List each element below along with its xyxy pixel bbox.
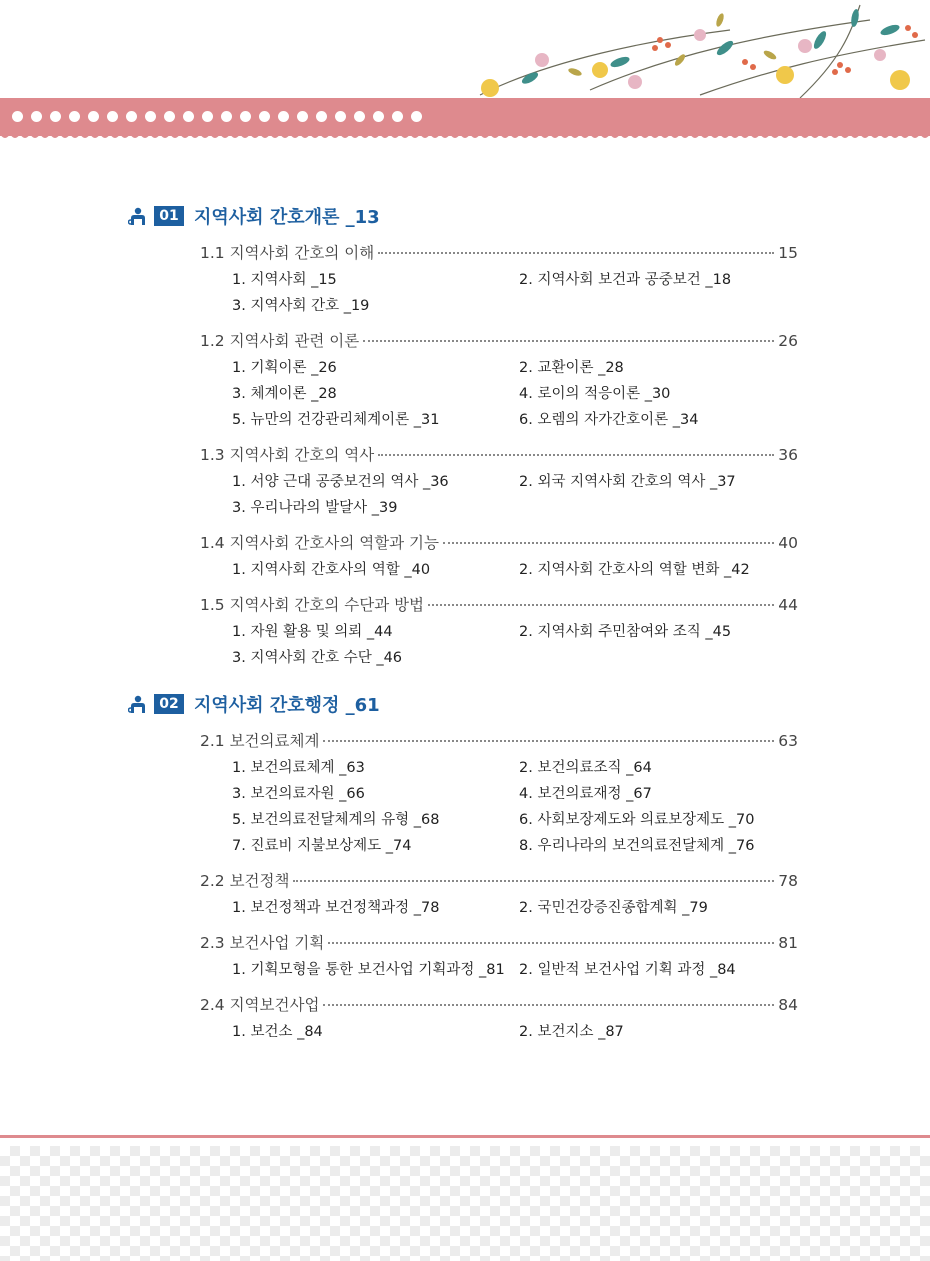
contents-title: C O N T E N T S — [648, 201, 849, 229]
section-title: 2.4 지역보건사업 — [200, 996, 320, 1014]
section-page: 15 — [778, 244, 798, 262]
section-page: 78 — [778, 872, 798, 890]
chapter-number: 02 — [154, 694, 184, 714]
toc-item[interactable]: 2. 외국 지역사회 간호의 역사 _37 — [519, 474, 736, 490]
toc-item[interactable]: 6. 오렘의 자가간호이론 _34 — [519, 412, 699, 428]
toc-item[interactable]: 1. 지역사회 _15 — [232, 272, 337, 288]
footer-line — [0, 1135, 930, 1138]
toc-item[interactable]: 1. 보건소 _84 — [232, 1024, 323, 1040]
section-items — [232, 959, 798, 981]
section-items — [232, 357, 798, 431]
toc-item[interactable]: 5. 뉴만의 건강관리체계이론 _31 — [232, 412, 440, 428]
toc-section[interactable] — [200, 443, 798, 465]
toc-item[interactable]: 2. 보건의료조직 _64 — [519, 760, 652, 776]
toc-section[interactable] — [200, 593, 798, 615]
toc-item[interactable]: 4. 보건의료재정 _67 — [519, 786, 652, 802]
dot-leader — [378, 454, 774, 456]
table-of-contents — [128, 203, 798, 1043]
section-title: 1.3 지역사회 간호의 역사 — [200, 446, 375, 464]
section-page: 81 — [778, 934, 798, 952]
section-items — [232, 471, 798, 519]
banner-dots — [12, 111, 422, 122]
dot-leader — [293, 880, 774, 882]
chapter-title: 지역사회 간호행정 _61 — [194, 695, 380, 716]
section-title: 2.3 보건사업 기획 — [200, 934, 325, 952]
banner-scallop — [0, 134, 930, 142]
toc-item[interactable]: 3. 우리나라의 발달사 _39 — [232, 500, 398, 516]
toc-item[interactable]: 1. 기획이론 _26 — [232, 360, 337, 376]
section-title: 1.4 지역사회 간호사의 역할과 기능 — [200, 534, 440, 552]
toc-item[interactable]: 3. 지역사회 간호 수단 _46 — [232, 650, 403, 666]
section-items — [232, 559, 798, 581]
section-title: 2.1 보건의료체계 — [200, 732, 320, 750]
toc-item[interactable]: 2. 지역사회 간호사의 역할 변화 _42 — [519, 562, 750, 578]
dot-leader — [443, 542, 774, 544]
toc-section[interactable] — [200, 329, 798, 351]
toc-item[interactable]: 3. 보건의료자원 _66 — [232, 786, 365, 802]
nurse-icon — [128, 206, 148, 226]
chapter-number: 01 — [154, 206, 184, 226]
section-page: 63 — [778, 732, 798, 750]
toc-item[interactable]: 2. 지역사회 보건과 공중보건 _18 — [519, 272, 732, 288]
nurse-icon — [128, 694, 148, 714]
toc-section[interactable] — [200, 869, 798, 891]
dot-leader — [328, 942, 774, 944]
toc-item[interactable]: 2. 국민건강증진종합계획 _79 — [519, 900, 708, 916]
toc-section[interactable] — [200, 993, 798, 1015]
section-title: 1.2 지역사회 관련 이론 — [200, 332, 360, 350]
toc-item[interactable]: 2. 보건지소 _87 — [519, 1024, 624, 1040]
chapter-heading — [128, 203, 798, 229]
floral-decoration — [470, 0, 930, 100]
section-items — [232, 897, 798, 919]
toc-section[interactable] — [200, 931, 798, 953]
toc-section[interactable] — [200, 729, 798, 751]
toc-item[interactable]: 1. 보건의료체계 _63 — [232, 760, 365, 776]
dot-leader — [323, 1004, 774, 1006]
section-page: 26 — [778, 332, 798, 350]
section-page: 84 — [778, 996, 798, 1014]
section-items — [232, 269, 798, 317]
toc-item[interactable]: 7. 진료비 지불보상제도 _74 — [232, 838, 412, 854]
toc-item[interactable]: 1. 지역사회 간호사의 역할 _40 — [232, 562, 431, 578]
section-items — [232, 757, 798, 857]
section-title: 1.5 지역사회 간호의 수단과 방법 — [200, 596, 425, 614]
toc-item[interactable]: 5. 보건의료전달체계의 유형 _68 — [232, 812, 440, 828]
section-page: 36 — [778, 446, 798, 464]
checker-pattern — [0, 1146, 930, 1261]
dot-leader — [378, 252, 774, 254]
chapter-heading — [128, 691, 798, 717]
chapter-title: 지역사회 간호개론 _13 — [194, 207, 380, 228]
section-items — [232, 1021, 798, 1043]
section-title: 1.1 지역사회 간호의 이해 — [200, 244, 375, 262]
dot-leader — [363, 340, 774, 342]
section-title: 2.2 보건정책 — [200, 872, 290, 890]
toc-item[interactable]: 3. 체계이론 _28 — [232, 386, 337, 402]
toc-section[interactable] — [200, 241, 798, 263]
toc-item[interactable]: 1. 서양 근대 공중보건의 역사 _36 — [232, 474, 449, 490]
toc-section[interactable] — [200, 531, 798, 553]
toc-item[interactable]: 4. 로이의 적응이론 _30 — [519, 386, 671, 402]
section-page: 44 — [778, 596, 798, 614]
toc-item[interactable]: 3. 지역사회 간호 _19 — [232, 298, 370, 314]
dot-leader — [323, 740, 774, 742]
toc-item[interactable]: 1. 보건정책과 보건정책과정 _78 — [232, 900, 440, 916]
section-items — [232, 621, 798, 669]
toc-item[interactable]: 1. 자원 활용 및 의뢰 _44 — [232, 624, 393, 640]
toc-item[interactable]: 6. 사회보장제도와 의료보장제도 _70 — [519, 812, 755, 828]
toc-item[interactable]: 8. 우리나라의 보건의료전달체계 _76 — [519, 838, 755, 854]
dot-leader — [428, 604, 774, 606]
section-page: 40 — [778, 534, 798, 552]
toc-item[interactable]: 2. 일반적 보건사업 기획 과정 _84 — [519, 962, 736, 978]
toc-item[interactable]: 2. 지역사회 주민참여와 조직 _45 — [519, 624, 732, 640]
toc-item[interactable]: 1. 기획모형을 통한 보건사업 기획과정 _81 — [232, 962, 505, 978]
toc-item[interactable]: 2. 교환이론 _28 — [519, 360, 624, 376]
